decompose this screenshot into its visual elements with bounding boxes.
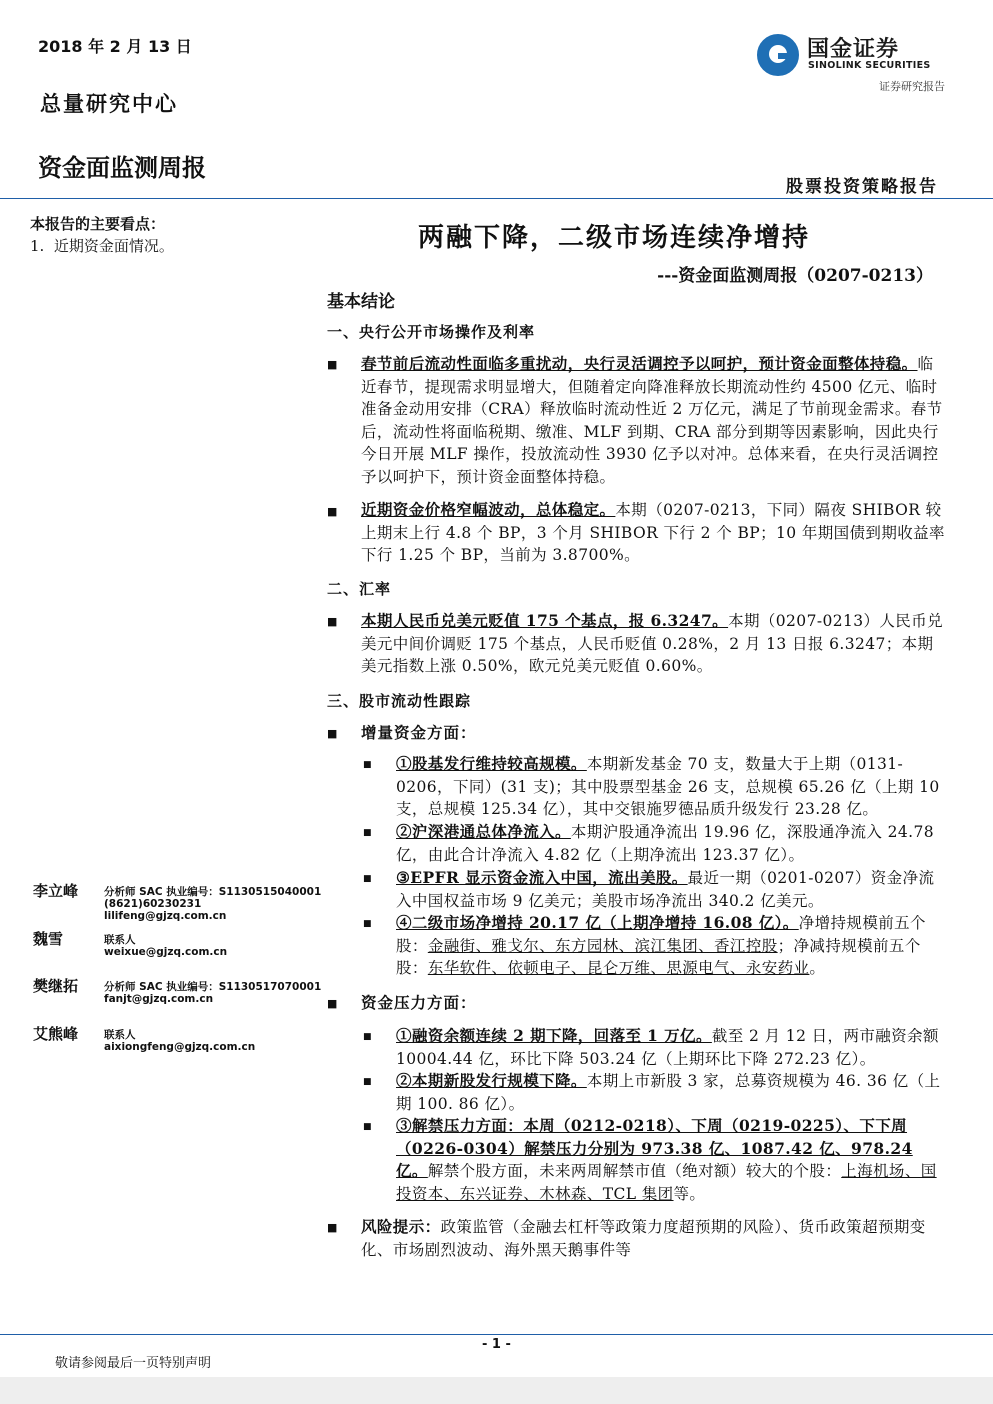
- sub-paragraph: [396, 1115, 946, 1205]
- subsection-heading: 增量资金方面：: [361, 723, 477, 742]
- report-series-name: 资金面监测周报: [38, 154, 206, 182]
- risk-paragraph: [361, 1216, 946, 1261]
- paragraph-body: 政策监管（金融去杠杆等政策力度超预期的风险）、货币政策超预期变化、市场剧烈波动、海外黑天鹅事件等: [361, 1218, 926, 1259]
- paragraph-body: ；净减持规模前五个股：: [396, 936, 921, 978]
- author-info: 分析师 SAC 执业编号：S1130515040001 (8621)60230231 lilifeng@gjzq.com.cn: [104, 886, 322, 922]
- sub-paragraph: [396, 753, 946, 821]
- paragraph-body: 临近春节，提现需求明显增大，但随着定向降准释放长期流动性约 4500 亿元、临时准备金动用安排（CRA）释放临时流动性近 2 万亿元，满足了节前现金需求。春节后，流动性将面临税期、缴准、MLF 到期、CRA 部分到期等因素影响，因此央行今日开展 MLF 操作，投放流动性 3930 亿予以对冲。总体来看，在央行灵活调控予以呵护下，预计资金面整体持稳。: [361, 355, 943, 486]
- author-name: 艾熊峰: [33, 1025, 79, 1043]
- bullet-icon: ■: [327, 358, 338, 371]
- paragraph-heading: 近期资金价格窄幅波动，总体稳定。: [361, 500, 616, 519]
- paragraph-body: 本期上市新股 3 家，总募资规模为 46. 36 亿（上期 100. 86 亿）。: [396, 1072, 941, 1113]
- author-info: 联系人 weixue@gjzq.com.cn: [104, 934, 228, 958]
- report-category: 股票投资策略报告: [786, 177, 938, 197]
- sub-bullet-icon: ■: [363, 1032, 372, 1042]
- highlights-title: 本报告的主要看点：: [30, 215, 166, 233]
- subsection-heading: 资金压力方面：: [361, 993, 477, 1012]
- author-name: 魏雪: [33, 930, 64, 948]
- paragraph-body: 等。: [673, 1184, 706, 1203]
- paragraph-body: 本期（0207-0213）人民币兑美元中间价调贬 175 个基点，人民币贬值 0.28%，2 月 13 日报 6.3247；本期美元指数上涨 0.50%，欧元兑美元贬值 0.60%。: [361, 612, 944, 676]
- stock-list: 金融街、雅戈尔、东方园林、滨江集团、香江控股: [427, 936, 778, 955]
- paragraph: [361, 610, 946, 678]
- paragraph-body: 净增持规模前五个股：: [396, 914, 926, 955]
- paragraph-heading: ①融资余额连续 2 期下降，回落至 1 万亿。: [396, 1026, 712, 1045]
- logo-en-text: SINOLINK SECURITIES: [808, 60, 931, 71]
- main-subtitle: ---资金面监测周报（0207-0213）: [657, 266, 933, 286]
- report-date: 2018 年 2 月 13 日: [38, 37, 192, 56]
- bullet-icon: ■: [327, 727, 338, 740]
- paragraph-body: 本期（0207-0213，下同）隔夜 SHIBOR 较上期末上行 4.8 个 BP，3 个月 SHIBOR 下行 2 个 BP；10 年期国债到期收益率下行 1.25 个 BP，当前为 3.8700%。: [361, 501, 945, 565]
- sub-paragraph: [396, 1070, 946, 1115]
- main-title: 两融下降，二级市场连续净增持: [418, 223, 811, 253]
- company-logo: [757, 32, 947, 78]
- bullet-icon: ■: [327, 1221, 338, 1234]
- highlights-item: 1. 近期资金面情况。: [30, 237, 174, 255]
- section-basic-conclusion: 基本结论: [327, 292, 395, 312]
- page-number: - 1 -: [482, 1337, 511, 1352]
- paragraph-body: 本期新发基金 70 支，数量大于上期（0131-0206，下同）(31 支)；其中股票型基金 26 支，总规模 65.26 亿（上期 10 支，总规模 125.34 亿），其中交银施罗德品质升级发行 23.28 亿。: [396, 755, 940, 819]
- bullet-icon: ■: [327, 997, 338, 1010]
- author-name: 李立峰: [33, 882, 79, 900]
- paragraph-heading: ④二级市场净增持 20.17 亿（上期净增持 16.08 亿）。: [396, 913, 799, 932]
- footer-divider: [0, 1334, 993, 1335]
- paragraph-heading: ②本期新股发行规模下降。: [396, 1071, 587, 1090]
- paragraph-heading: ③EPFR 显示资金流入中国，流出美股。: [396, 868, 688, 887]
- logo-mark-icon: [757, 34, 799, 76]
- author-name: 樊继拓: [33, 977, 79, 995]
- section-heading: 一、央行公开市场操作及利率: [327, 323, 536, 341]
- section-heading: 二、汇率: [327, 580, 392, 598]
- paragraph-heading: ②沪深港通总体净流入。: [396, 822, 571, 841]
- sub-paragraph: [396, 821, 946, 866]
- paragraph-body: 。: [809, 959, 826, 978]
- sub-paragraph: [396, 867, 946, 912]
- header-divider: [0, 198, 993, 199]
- stock-list: 上海机场、国投资本、东兴证券、木林森、TCL 集团: [396, 1162, 937, 1203]
- sub-paragraph: [396, 1025, 946, 1070]
- paragraph-heading: ③解禁压力方面：本周（0212-0218）、下周（0219-0225）、下下周（0226-0304）解禁压力分别为 973.38 亿、1087.42 亿、978.24 亿。: [396, 1116, 913, 1181]
- paragraph: [361, 499, 946, 567]
- sub-bullet-icon: ■: [363, 919, 372, 929]
- paragraph-heading: 本期人民币兑美元贬值 175 个基点，报 6.3247。: [361, 611, 729, 630]
- bullet-icon: ■: [327, 615, 338, 628]
- paragraph-body: 截至 2 月 12 日，两市融资余额 10004.44 亿，环比下降 503.24 亿（上期环比下降 272.23 亿）。: [396, 1027, 939, 1068]
- sub-bullet-icon: ■: [363, 1077, 372, 1087]
- sub-bullet-icon: ■: [363, 1122, 372, 1132]
- sub-paragraph: [396, 912, 946, 980]
- paragraph-heading: 春节前后流动性面临多重扰动，央行灵活调控予以呵护，预计资金面整体持稳。: [361, 354, 918, 373]
- sub-bullet-icon: ■: [363, 874, 372, 884]
- disclaimer-note: 敬请参阅最后一页特别声明: [55, 1356, 212, 1371]
- sub-bullet-icon: ■: [363, 828, 372, 838]
- department-name: 总量研究中心: [40, 91, 178, 116]
- logo-cn-text: 国金证券: [807, 37, 900, 62]
- paragraph-heading: ①股基发行维持较高规模。: [396, 754, 587, 773]
- paragraph-body: 最近一期（0201-0207）资金净流入中国权益市场 9 亿美元；美股市场净流出 340.2 亿美元。: [396, 869, 935, 910]
- bullet-icon: ■: [327, 505, 338, 518]
- paragraph-body: 解禁个股方面，未来两周解禁市值（绝对额）较大的个股：: [427, 1162, 842, 1181]
- paragraph: [361, 353, 946, 489]
- stock-list: 东华软件、依顿电子、昆仑万维、思源电气、永安药业: [427, 959, 810, 978]
- section-heading: 三、股市流动性跟踪: [327, 692, 472, 710]
- bottom-band: [0, 1377, 993, 1404]
- author-info: 分析师 SAC 执业编号：S1130517070001 fanjt@gjzq.com.cn: [104, 981, 322, 1005]
- paragraph-body: 本期沪股通净流出 19.96 亿，深股通净流入 24.78 亿，由此合计净流入 4.82 亿（上期净流出 123.37 亿）。: [396, 823, 935, 864]
- paragraph-heading: 风险提示：: [361, 1217, 441, 1236]
- sub-bullet-icon: ■: [363, 760, 372, 770]
- logo-subtitle: 证券研究报告: [879, 80, 945, 93]
- author-info: 联系人 aixiongfeng@gjzq.com.cn: [104, 1029, 256, 1053]
